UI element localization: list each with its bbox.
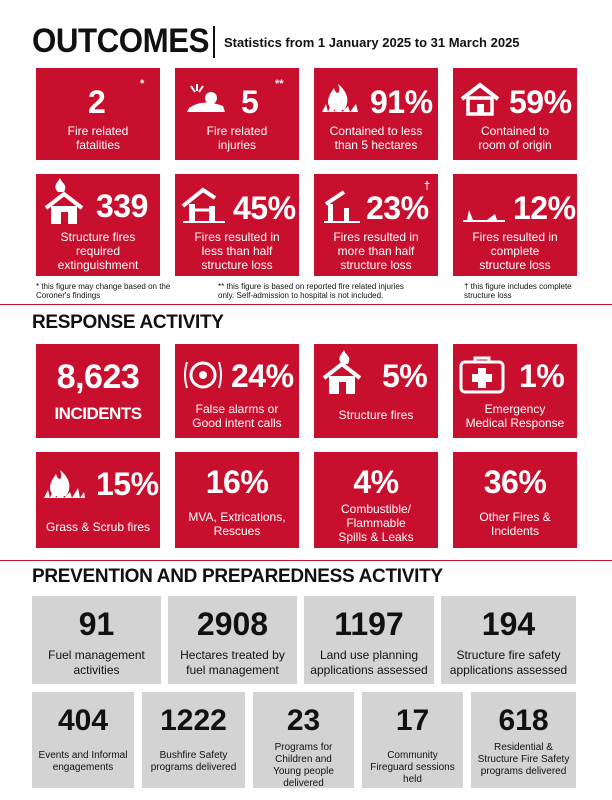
alarm-bell-icon — [183, 358, 223, 392]
section-divider — [0, 560, 612, 561]
grass-fire-icon — [42, 466, 86, 500]
response-label: Structure fires — [338, 408, 414, 422]
footnote-injuries: ** this figure is based on reported fire related injuries only. Self-admission to hospital is not included. — [218, 282, 404, 300]
injured-person-icon — [183, 82, 229, 116]
response-tile-mva — [175, 452, 299, 548]
prevention-label: Fuel management activities — [48, 648, 145, 677]
response-value: 4% — [353, 464, 399, 500]
prevention-value: 2908 — [196, 606, 269, 642]
response-tile-grass-scrub — [36, 452, 160, 548]
outcome-value: 339 — [96, 188, 148, 224]
footnote-mark: ** — [275, 78, 284, 90]
prevention-label: Hectares treated by fuel management — [180, 648, 285, 677]
prevention-label: Bushfire Safety programs delivered — [150, 750, 237, 773]
prevention-label: Residential & Structure Fire Safety programs delivered — [477, 742, 570, 777]
outcome-tile-structure-fires — [36, 174, 160, 276]
outcome-label: Contained to less than 5 hectares — [329, 124, 423, 152]
response-label: False alarms or Good intent calls — [192, 402, 282, 430]
damaged-house-icon — [181, 184, 227, 224]
outcome-label: Fires resulted in less than half structure loss — [194, 230, 280, 272]
outcome-value: 45% — [233, 190, 296, 226]
prevention-tile-fuel-management — [32, 596, 161, 684]
response-label: Grass & Scrub fires — [45, 520, 151, 534]
outcome-tile-less-than-half — [175, 174, 299, 276]
response-tile-false-alarms — [175, 344, 299, 438]
response-label: Combustible/ Flammable Spills & Leaks — [338, 502, 414, 544]
response-value: 5% — [382, 358, 428, 394]
prevention-value: 91 — [78, 606, 115, 642]
prevention-value: 194 — [481, 606, 536, 642]
response-label: Other Fires & Incidents — [479, 510, 551, 538]
outcome-label: Structure fires required extinguishment — [57, 230, 139, 272]
prevention-value: 1197 — [334, 606, 404, 642]
prevention-value: 17 — [395, 704, 430, 737]
prevention-label: Community Fireguard sessions held — [370, 750, 455, 785]
outcome-label: Fire related injuries — [206, 124, 268, 152]
burning-house-icon — [42, 178, 86, 226]
prevention-value: 618 — [498, 704, 549, 737]
response-tile-spills-leaks — [314, 452, 438, 548]
response-value: 1% — [519, 358, 565, 394]
prevention-label: Events and Informal engagements — [38, 750, 128, 773]
destroyed-house-icon — [461, 184, 507, 224]
prevention-value: 1222 — [160, 704, 227, 737]
incidents-label: INCIDENTS — [54, 404, 142, 423]
outcome-value: 5 — [241, 84, 259, 120]
prevention-tile-community-fireguard — [362, 692, 463, 788]
response-tile-structure-fires — [314, 344, 438, 438]
response-label: MVA, Extrications, Rescues — [188, 510, 286, 538]
footnote-mark: * — [140, 78, 145, 90]
response-tile-incidents — [36, 344, 160, 438]
prevention-tile-events — [32, 692, 134, 788]
response-value: 16% — [205, 464, 269, 500]
response-tile-other — [453, 452, 577, 548]
prevention-tile-bushfire-safety — [142, 692, 245, 788]
footnote-mark: † — [424, 180, 431, 192]
outcome-tile-complete-loss — [453, 174, 577, 276]
outcome-value: 2 — [88, 84, 106, 120]
response-value: 15% — [96, 466, 159, 502]
prevention-tile-structure-safety — [441, 596, 576, 684]
prevention-value: 404 — [57, 704, 109, 737]
outcome-value: 23% — [366, 190, 429, 226]
response-value: 36% — [483, 464, 547, 500]
outcome-value: 59% — [509, 84, 572, 120]
prevention-tile-residential-safety — [471, 692, 576, 788]
response-section-title: RESPONSE ACTIVITY — [32, 312, 224, 333]
outcome-label: Fires resulted in more than half structure loss — [333, 230, 419, 272]
prevention-tile-children-programs — [253, 692, 354, 788]
footnote-structure-loss: † this figure includes complete structure loss — [464, 282, 572, 300]
section-divider — [0, 304, 612, 305]
outcome-tile-injuries — [175, 68, 299, 160]
page-subtitle: Statistics from 1 January 2025 to 31 March 2025 — [224, 35, 520, 50]
footnote-coroner: * this figure may change based on the Coroner's findings — [36, 282, 171, 300]
collapsed-house-icon — [322, 184, 362, 224]
outcome-label: Fires resulted in complete structure loss — [472, 230, 558, 272]
prevention-label: Land use planning applications assessed — [310, 648, 428, 677]
outcome-tile-room-of-origin — [453, 68, 577, 160]
burning-house-icon — [320, 350, 364, 396]
grass-fire-icon — [320, 80, 360, 114]
response-label: Emergency Medical Response — [465, 402, 565, 430]
outcome-label: Contained to room of origin — [478, 124, 552, 152]
response-tile-emergency-medical — [453, 344, 577, 438]
prevention-label: Programs for Children and Young people delivered — [273, 742, 334, 789]
outcome-tile-fatalities — [36, 68, 160, 160]
page-title: OUTCOMES — [32, 22, 210, 60]
prevention-label: Structure fire safety applications assessed — [449, 648, 568, 677]
house-icon — [459, 82, 501, 116]
incidents-value: 8,623 — [56, 358, 140, 396]
outcome-label: Fire related fatalities — [67, 124, 129, 152]
outcome-value: 12% — [513, 190, 576, 226]
prevention-value: 23 — [286, 704, 321, 737]
prevention-tile-hectares — [168, 596, 297, 684]
prevention-section-title: PREVENTION AND PREPAREDNESS ACTIVITY — [32, 566, 443, 587]
prevention-tile-land-use — [304, 596, 434, 684]
outcome-tile-more-than-half — [314, 174, 438, 276]
outcome-value: 91% — [370, 84, 433, 120]
title-separator — [213, 26, 215, 58]
first-aid-kit-icon — [459, 356, 505, 394]
response-value: 24% — [231, 358, 294, 394]
outcome-tile-contained-hectares — [314, 68, 438, 160]
